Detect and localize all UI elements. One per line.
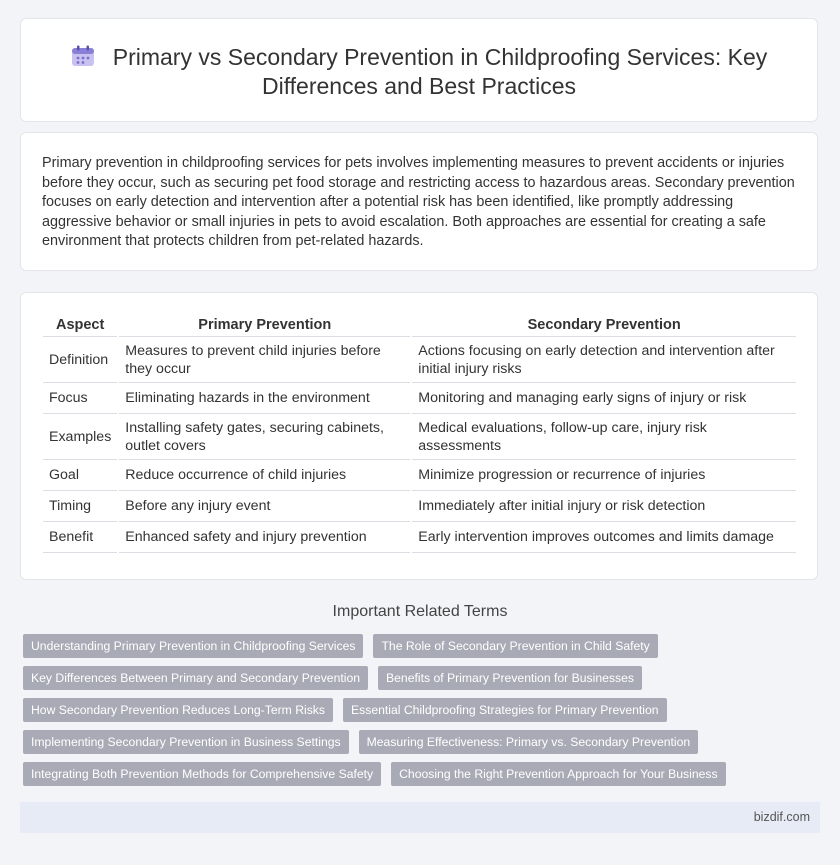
cell-aspect: Benefit	[43, 522, 117, 553]
related-term-tag[interactable]: Benefits of Primary Prevention for Businesses	[378, 666, 642, 690]
cell-secondary: Early intervention improves outcomes and limits damage	[412, 522, 796, 553]
cell-primary: Installing safety gates, securing cabinets, outlet covers	[119, 414, 410, 460]
related-term-tag[interactable]: How Secondary Prevention Reduces Long-Term Risks	[23, 698, 333, 722]
table-row	[43, 460, 796, 491]
cell-aspect: Examples	[43, 414, 117, 460]
related-terms-title: Important Related Terms	[332, 603, 508, 620]
related-term-tag[interactable]: Essential Childproofing Strategies for Primary Prevention	[343, 698, 667, 722]
cell-secondary: Monitoring and managing early signs of injury or risk	[412, 383, 796, 414]
cell-aspect: Goal	[43, 460, 117, 491]
comparison-table-card	[20, 292, 818, 580]
cell-aspect: Timing	[43, 491, 117, 522]
related-term-tag[interactable]: Measuring Effectiveness: Primary vs. Secondary Prevention	[359, 730, 699, 754]
header-aspect: Aspect	[43, 314, 117, 337]
cell-aspect: Focus	[43, 383, 117, 414]
table-row	[43, 491, 796, 522]
page-title	[21, 43, 817, 101]
calendar-icon	[71, 45, 95, 67]
related-terms-list	[23, 634, 823, 786]
cell-aspect: Definition	[43, 337, 117, 383]
cell-primary: Enhanced safety and injury prevention	[119, 522, 410, 553]
intro-paragraph: Primary prevention in childproofing services for pets involves implementing measures to prevent accidents or injuries before they occur, such as securing pet food storage and restricting access to hazardous areas. Secondary prevention focuses on early detection and intervention after a potential risk has been identified, like promptly addressing aggressive behavior or small injuries in pets to avoid escalation. Both approaches are essential for creating a safe environment that protects children from pet-related hazards.	[42, 155, 795, 249]
footer	[20, 802, 820, 833]
table-row	[43, 337, 796, 383]
related-term-tag[interactable]: The Role of Secondary Prevention in Child Safety	[373, 634, 657, 658]
intro-card	[20, 132, 818, 271]
cell-secondary: Actions focusing on early detection and intervention after initial injury risks	[412, 337, 796, 383]
header-card	[20, 18, 818, 122]
related-term-tag[interactable]: Key Differences Between Primary and Secondary Prevention	[23, 666, 368, 690]
header-primary: Primary Prevention	[119, 314, 410, 337]
related-term-tag[interactable]: Understanding Primary Prevention in Childproofing Services	[23, 634, 363, 658]
footer-brand-link[interactable]: bizdif.com	[753, 810, 810, 824]
cell-secondary: Immediately after initial injury or risk detection	[412, 491, 796, 522]
related-term-tag[interactable]: Integrating Both Prevention Methods for Comprehensive Safety	[23, 762, 381, 786]
related-term-tag[interactable]: Choosing the Right Prevention Approach for Your Business	[391, 762, 725, 786]
table-row	[43, 383, 796, 414]
cell-primary: Measures to prevent child injuries before they occur	[119, 337, 410, 383]
page-title-text: Primary vs Secondary Prevention in Childproofing Services: Key Differences and Best Practices	[112, 44, 768, 99]
comparison-table	[41, 314, 798, 553]
table-row	[43, 414, 796, 460]
cell-secondary: Medical evaluations, follow-up care, injury risk assessments	[412, 414, 796, 460]
cell-secondary: Minimize progression or recurrence of injuries	[412, 460, 796, 491]
related-term-tag[interactable]: Implementing Secondary Prevention in Business Settings	[23, 730, 349, 754]
table-header-row	[43, 314, 796, 337]
table-row	[43, 522, 796, 553]
cell-primary: Before any injury event	[119, 491, 410, 522]
cell-primary: Eliminating hazards in the environment	[119, 383, 410, 414]
cell-primary: Reduce occurrence of child injuries	[119, 460, 410, 491]
header-secondary: Secondary Prevention	[412, 314, 796, 337]
